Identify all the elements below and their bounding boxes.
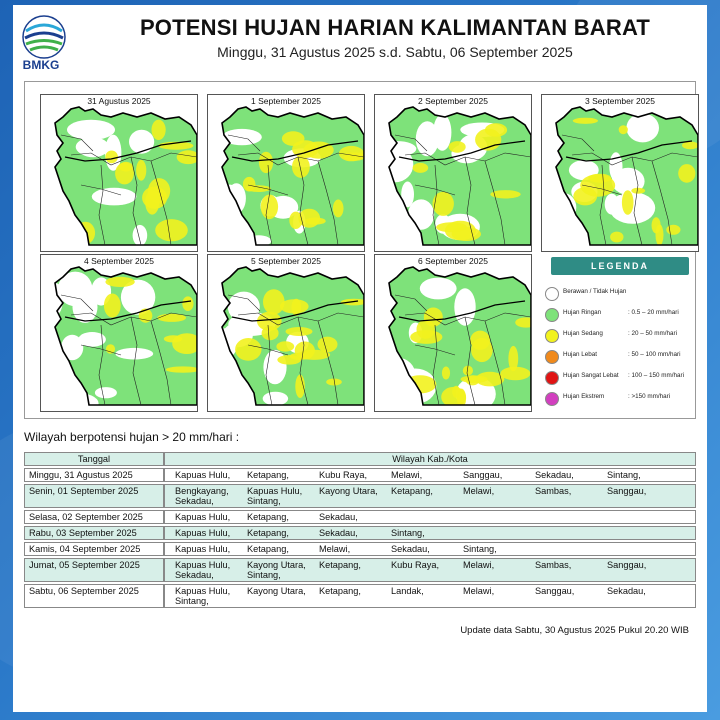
region-name: Sanggau, [607, 560, 647, 570]
region-name: Ketapang, [319, 560, 361, 570]
legend-item [545, 285, 705, 303]
infographic-card [13, 5, 707, 712]
regions-table [24, 450, 696, 610]
rain-map [41, 255, 197, 411]
no-rain-area [563, 218, 575, 238]
region-name: Ketapang, [247, 528, 289, 538]
no-rain-area [115, 348, 153, 360]
region-name: Melawi, [319, 544, 351, 554]
map-date-label: 5 September 2025 [251, 256, 321, 266]
moderate-rain-area [152, 120, 166, 140]
rain-map [208, 95, 364, 251]
region-name: Sekadau, [391, 544, 430, 554]
rain-map-panel [40, 94, 198, 252]
table-row [24, 510, 696, 524]
no-rain-area [401, 182, 414, 208]
legend-range: : 50 – 100 mm/hari [628, 351, 681, 358]
region-name: Sekadau, [319, 528, 358, 538]
moderate-rain-area [318, 337, 338, 353]
legend-swatch [545, 329, 559, 343]
moderate-rain-area [449, 141, 466, 153]
moderate-rain-area [105, 151, 118, 164]
legend-item [545, 306, 705, 324]
region-name: Ketapang, [247, 544, 289, 554]
row-regions [164, 558, 696, 582]
no-rain-area [67, 120, 115, 140]
legend [541, 251, 695, 411]
moderate-rain-area [235, 338, 261, 361]
no-rain-area [129, 130, 154, 154]
rain-map [375, 255, 531, 411]
rain-map [542, 95, 698, 251]
region-name: Kapuas Hulu, [247, 486, 303, 496]
update-note: Update data Sabtu, 30 Agustus 2025 Pukul 20.20 WIB [460, 625, 689, 636]
no-rain-area [408, 199, 434, 229]
region-name: Sekadau, [319, 512, 358, 522]
region-name: Sintang, [175, 596, 209, 606]
no-rain-area [211, 184, 240, 194]
region-name: Kapuas Hulu, [175, 586, 231, 596]
region-name: Sekadau, [607, 586, 646, 596]
region-name: Ketapang, [319, 586, 361, 596]
row-regions [164, 468, 696, 482]
legend-label: Hujan Sangat Lebat [563, 372, 619, 379]
region-name: Sintang, [607, 470, 641, 480]
region-name: Kapuas Hulu, [175, 528, 231, 538]
moderate-rain-area [631, 188, 645, 194]
moderate-rain-area [413, 163, 429, 173]
map-grid [24, 81, 696, 419]
moderate-rain-area [656, 224, 664, 245]
region-name: Melawi, [463, 586, 495, 596]
moderate-rain-area [573, 118, 598, 124]
row-date: Senin, 01 September 2025 [24, 484, 164, 508]
col-header-date: Tanggal [24, 452, 164, 466]
region-name: Sanggau, [463, 470, 503, 480]
region-name: Melawi, [463, 486, 495, 496]
table-row [24, 542, 696, 556]
no-rain-area [626, 113, 659, 142]
rain-map-panel [207, 254, 365, 412]
moderate-rain-area [441, 387, 466, 407]
region-name: Sintang, [247, 496, 281, 506]
moderate-rain-area [442, 367, 450, 380]
no-rain-area [50, 203, 73, 221]
legend-title: LEGENDA [551, 257, 689, 275]
region-name: Sanggau, [535, 586, 575, 596]
row-date: Selasa, 02 September 2025 [24, 510, 164, 524]
row-date: Rabu, 03 September 2025 [24, 526, 164, 540]
legend-range: : >150 mm/hari [628, 393, 671, 400]
no-rain-area [378, 147, 414, 183]
no-rain-area [420, 278, 457, 300]
legend-label: Hujan Lebat [563, 351, 597, 358]
region-name: Kapuas Hulu, [175, 560, 231, 570]
region-name: Sekadau, [535, 470, 574, 480]
moderate-rain-area [243, 177, 256, 192]
legend-label: Hujan Ekstrem [563, 393, 605, 400]
region-name: Melawi, [391, 470, 423, 480]
no-rain-area [41, 386, 79, 407]
moderate-rain-area [105, 277, 134, 287]
moderate-rain-area [261, 195, 278, 220]
moderate-rain-area [490, 190, 520, 198]
table-row [24, 558, 696, 582]
no-rain-area [95, 387, 117, 398]
region-name: Kayong Utara, [247, 586, 306, 596]
no-rain-area [133, 225, 148, 246]
region-name: Sekadau, [175, 570, 214, 580]
logo-text: BMKG [22, 58, 60, 72]
row-date: Kamis, 04 September 2025 [24, 542, 164, 556]
legend-label: Hujan Sedang [563, 330, 603, 337]
table-row [24, 584, 696, 608]
table-row [24, 526, 696, 540]
region-name: Kapuas Hulu, [175, 512, 231, 522]
no-rain-area [263, 392, 288, 406]
region-name: Sekadau, [175, 496, 214, 506]
legend-swatch [545, 287, 559, 301]
moderate-rain-area [276, 341, 294, 351]
table-row [24, 468, 696, 482]
col-header-regions: Wilayah Kab./Kota [164, 452, 696, 466]
moderate-rain-area [678, 164, 695, 183]
legend-item [545, 369, 705, 387]
region-name: Landak, [391, 586, 424, 596]
map-date-label: 3 September 2025 [585, 96, 655, 106]
header [13, 5, 707, 77]
row-date: Sabtu, 06 September 2025 [24, 584, 164, 608]
region-name: Kapuas Hulu, [175, 470, 231, 480]
row-regions [164, 542, 696, 556]
moderate-rain-area [164, 335, 183, 342]
region-name: Kubu Raya, [391, 560, 440, 570]
legend-range: : 0.5 – 20 mm/hari [628, 309, 679, 316]
legend-swatch [545, 308, 559, 322]
page-title: POTENSI HUJAN HARIAN KALIMANTAN BARAT [139, 15, 651, 40]
region-name: Kayong Utara, [247, 560, 306, 570]
moderate-rain-area [104, 294, 121, 318]
moderate-rain-area [588, 174, 611, 183]
moderate-rain-area [619, 125, 628, 134]
legend-item [545, 348, 705, 366]
region-name: Ketapang, [247, 512, 289, 522]
row-regions [164, 526, 696, 540]
moderate-rain-area [471, 338, 493, 362]
moderate-rain-area [485, 123, 507, 137]
legend-swatch [545, 371, 559, 385]
no-rain-area [222, 129, 262, 145]
table-body [24, 468, 696, 608]
region-name: Kubu Raya, [319, 470, 368, 480]
table-row [24, 484, 696, 508]
moderate-rain-area [508, 346, 518, 371]
no-rain-area [45, 213, 64, 246]
moderate-rain-area [610, 232, 623, 243]
region-name: Melawi, [463, 560, 495, 570]
legend-swatch [545, 350, 559, 364]
legend-item [545, 327, 705, 345]
row-date: Minggu, 31 Agustus 2025 [24, 468, 164, 482]
page-subtitle: Minggu, 31 Agustus 2025 s.d. Sabtu, 06 September 2025 [217, 44, 573, 60]
moderate-rain-area [304, 142, 334, 159]
region-name: Sambas, [535, 486, 572, 496]
no-rain-area [375, 375, 406, 408]
rain-map-panel [374, 94, 532, 252]
legend-swatch [545, 392, 559, 406]
legend-label: Hujan Ringan [563, 309, 602, 316]
moderate-rain-area [666, 225, 680, 235]
moderate-rain-area [682, 142, 698, 150]
moderate-rain-area [182, 296, 193, 311]
legend-range: : 100 – 150 mm/hari [628, 372, 685, 379]
moderate-rain-area [452, 227, 481, 241]
region-name: Sambas, [535, 560, 572, 570]
region-name: Sintang, [463, 544, 497, 554]
row-regions [164, 510, 696, 524]
no-rain-area [211, 219, 249, 231]
moderate-rain-area [262, 326, 279, 340]
rain-map-panel [207, 94, 365, 252]
rain-map-panel [374, 254, 532, 412]
region-name: Sintang, [391, 528, 425, 538]
moderate-rain-area [333, 200, 344, 218]
region-name: Ketapang, [391, 486, 433, 496]
region-name: Sintang, [247, 570, 281, 580]
no-rain-area [59, 388, 89, 411]
moderate-rain-area [119, 162, 133, 172]
map-date-label: 2 September 2025 [418, 96, 488, 106]
moderate-rain-area [106, 344, 115, 353]
map-date-label: 31 Agustus 2025 [87, 96, 151, 106]
moderate-rain-area [155, 219, 188, 241]
legend-label: Berawan / Tidak Hujan [563, 288, 627, 295]
rain-map-panel [40, 254, 198, 412]
region-name: Ketapang, [247, 470, 289, 480]
moderate-rain-area [622, 190, 634, 215]
rain-map [375, 95, 531, 251]
moderate-rain-area [136, 160, 146, 181]
rain-map-panel [541, 94, 699, 252]
map-date-label: 6 September 2025 [418, 256, 488, 266]
rain-map [208, 255, 364, 411]
no-rain-area [416, 121, 439, 156]
row-regions [164, 584, 696, 608]
section-label: Wilayah berpotensi hujan > 20 mm/hari : [24, 430, 240, 444]
legend-range: : 20 – 50 mm/hari [628, 330, 677, 337]
moderate-rain-area [286, 327, 313, 336]
row-date: Jumat, 05 September 2025 [24, 558, 164, 582]
map-date-label: 1 September 2025 [251, 96, 321, 106]
rain-map [41, 95, 197, 251]
moderate-rain-area [433, 192, 454, 216]
moderate-rain-area [76, 222, 95, 244]
moderate-rain-area [263, 289, 285, 314]
moderate-rain-area [295, 342, 315, 360]
moderate-rain-area [461, 375, 488, 383]
no-rain-area [92, 188, 137, 206]
region-name: Kayong Utara, [319, 486, 378, 496]
legend-item [545, 390, 705, 408]
region-name: Bengkayang, [175, 486, 229, 496]
region-name: Sanggau, [607, 486, 647, 496]
row-regions [164, 484, 696, 508]
map-date-label: 4 September 2025 [84, 256, 154, 266]
region-name: Kapuas Hulu, [175, 544, 231, 554]
